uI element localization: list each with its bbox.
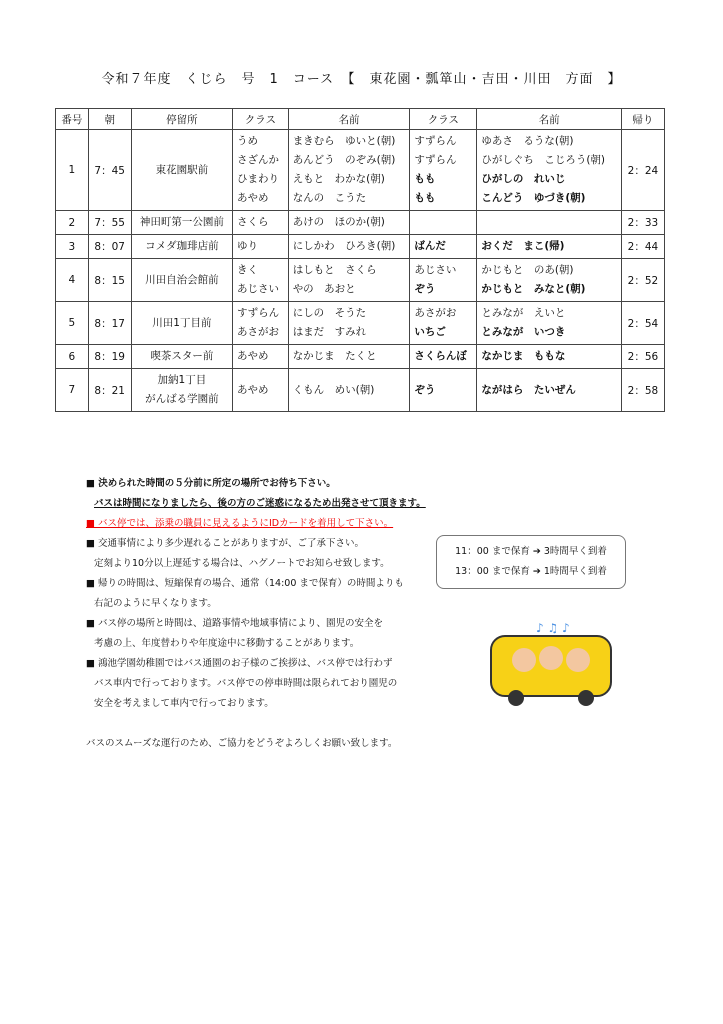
morning-time: 8：17 bbox=[88, 302, 131, 345]
row-number: 5 bbox=[56, 302, 89, 345]
morning-time: 8：19 bbox=[88, 345, 131, 369]
list-cell bbox=[410, 302, 477, 345]
list-cell bbox=[233, 259, 289, 302]
cell-line: 川田1丁目前 bbox=[152, 316, 212, 329]
cell-line bbox=[481, 213, 617, 232]
cell-line: とみなが えいと bbox=[481, 307, 566, 319]
cell-line: 神田町第一公園前 bbox=[139, 216, 224, 228]
cell-line: がんばる学園前 bbox=[145, 393, 219, 405]
cell-line: 東花園駅前 bbox=[155, 163, 209, 176]
cell-line: ぞう bbox=[414, 383, 436, 396]
row-number: 6 bbox=[56, 345, 89, 369]
list-cell bbox=[131, 211, 232, 235]
cell-line: にしの そうた bbox=[292, 307, 367, 319]
cell-line: なかじま たくと bbox=[292, 350, 377, 362]
note-line: バスは時間になりましたら、後の方のご迷惑になるため出発させて頂きます。 bbox=[94, 498, 426, 509]
column-header: 朝 bbox=[88, 109, 131, 130]
bus-schedule-table bbox=[55, 108, 665, 412]
return-time: 2：54 bbox=[621, 302, 664, 345]
note-line bbox=[86, 714, 446, 734]
cell-line: すずらん bbox=[414, 135, 457, 147]
cell-line: あじさい bbox=[414, 264, 457, 276]
morning-time: 8：21 bbox=[88, 369, 131, 412]
cell-line: うめ bbox=[237, 135, 259, 147]
table-row bbox=[56, 211, 665, 235]
list-cell bbox=[131, 369, 232, 412]
note-line: バスのスムーズな運行のため、ご協力をどうぞよろしくお願い致します。 bbox=[86, 738, 398, 749]
column-header: 帰り bbox=[621, 109, 664, 130]
cell-line: さくらんぼ bbox=[414, 350, 467, 362]
list-cell bbox=[288, 235, 410, 259]
morning-time: 8：07 bbox=[88, 235, 131, 259]
cell-line: なんの こうた bbox=[292, 192, 367, 204]
list-cell bbox=[288, 211, 410, 235]
list-cell bbox=[233, 235, 289, 259]
page-title: 令和７年度 くじら 号 1 コース 【 東花園・瓢箪山・吉田・川田 方面 】 bbox=[101, 72, 622, 87]
column-header: 番号 bbox=[56, 109, 89, 130]
cell-line bbox=[414, 213, 472, 232]
row-number: 3 bbox=[56, 235, 89, 259]
notes bbox=[86, 474, 446, 754]
cell-line: やの あおと bbox=[292, 283, 356, 295]
note-line: ■ 交通事情により多少遅れることがありますが、ご了承下さい。 bbox=[86, 538, 364, 549]
list-cell bbox=[233, 130, 289, 211]
list-cell bbox=[477, 302, 622, 345]
table-row bbox=[56, 302, 665, 345]
row-number: 1 bbox=[56, 130, 89, 211]
cell-line: あやめ bbox=[237, 192, 269, 204]
cell-line: ゆあさ るうな(朝) bbox=[481, 135, 574, 147]
list-cell bbox=[288, 369, 410, 412]
cell-line: ひまわり bbox=[237, 173, 280, 185]
table-row bbox=[56, 369, 665, 412]
cell-line: あんどう のぞみ(朝) bbox=[292, 154, 396, 166]
cell-line: はしもと さくら bbox=[292, 264, 377, 276]
svg-text:♪ ♫ ♪: ♪ ♫ ♪ bbox=[536, 621, 570, 635]
note-line: 安全を考えまして車内で行っております。 bbox=[94, 698, 274, 709]
list-cell bbox=[410, 259, 477, 302]
cell-line: かじもと のあ(朝) bbox=[481, 264, 574, 276]
cell-line: おくだ まこ(帰) bbox=[481, 240, 565, 252]
list-cell bbox=[288, 345, 410, 369]
cell-line: 川田自治会館前 bbox=[145, 273, 219, 286]
cell-line: あじさい bbox=[237, 283, 280, 295]
list-cell bbox=[131, 345, 232, 369]
list-cell bbox=[233, 211, 289, 235]
return-time: 2：58 bbox=[621, 369, 664, 412]
table-row bbox=[56, 259, 665, 302]
cell-line: もも bbox=[414, 192, 436, 204]
list-cell bbox=[131, 302, 232, 345]
bubble-line: 13：00 まで保育 ➔ 1時間早く到着 bbox=[455, 566, 607, 577]
list-cell bbox=[477, 369, 622, 412]
row-number: 4 bbox=[56, 259, 89, 302]
note-line: バス車内で行っております。バス停での停車時間は限られており園児の bbox=[94, 678, 398, 689]
note-line: 定刻より10分以上遅延する場合は、ハグノートでお知らせ致します。 bbox=[94, 558, 390, 569]
cell-line: いちご bbox=[414, 326, 446, 338]
cell-line: あさがお bbox=[237, 326, 280, 338]
return-time: 2：56 bbox=[621, 345, 664, 369]
list-cell bbox=[477, 235, 622, 259]
cell-line: とみなが いつき bbox=[481, 326, 566, 338]
cell-line: コメダ珈琲店前 bbox=[145, 240, 219, 252]
table-row bbox=[56, 130, 665, 211]
table-row bbox=[56, 345, 665, 369]
cell-line: きく bbox=[237, 264, 259, 276]
column-header: 名前 bbox=[288, 109, 410, 130]
note-line: ■ バス停の場所と時間は、道路事情や地域事情により、園児の安全を bbox=[86, 618, 383, 629]
list-cell bbox=[233, 345, 289, 369]
cell-line: なかじま ももな bbox=[481, 350, 566, 362]
column-header: クラス bbox=[410, 109, 477, 130]
list-cell bbox=[288, 302, 410, 345]
note-line: ■ 帰りの時間は、短縮保育の場合、通常（14:00 まで保育）の時間よりも bbox=[86, 578, 404, 589]
cell-line: すずらん bbox=[414, 154, 457, 166]
bubble-line: 11：00 まで保育 ➔ 3時間早く到着 bbox=[455, 546, 607, 557]
row-number: 2 bbox=[56, 211, 89, 235]
list-cell bbox=[410, 345, 477, 369]
cell-line: こんどう ゆづき(朝) bbox=[481, 192, 586, 204]
note-line: ■ 鴻池学園幼稚園ではバス通園のお子様のご挨拶は、バス停では行わず bbox=[86, 658, 393, 669]
note-line: ■ 決められた時間の５分前に所定の場所でお待ち下さい。 bbox=[86, 478, 336, 489]
return-time: 2：52 bbox=[621, 259, 664, 302]
list-cell bbox=[477, 345, 622, 369]
cell-line: もも bbox=[414, 173, 436, 185]
list-cell bbox=[477, 130, 622, 211]
note-line: ■ バス停では、添乗の職員に見えるようにIDカードを着用して下さい。 bbox=[86, 518, 394, 529]
list-cell bbox=[410, 369, 477, 412]
cell-line: あやめ bbox=[237, 350, 269, 362]
list-cell bbox=[233, 369, 289, 412]
cell-line: くもん めい(朝) bbox=[292, 383, 375, 396]
return-time: 2：44 bbox=[621, 235, 664, 259]
cell-line: ひがしぐち こじろう(朝) bbox=[481, 154, 606, 166]
list-cell bbox=[410, 211, 477, 235]
column-header: クラス bbox=[233, 109, 289, 130]
bus-illustration bbox=[486, 618, 616, 708]
cell-line: さざんか bbox=[237, 154, 280, 166]
list-cell bbox=[410, 130, 477, 211]
cell-line: ながはら たいぜん bbox=[481, 383, 576, 396]
list-cell bbox=[233, 302, 289, 345]
row-number: 7 bbox=[56, 369, 89, 412]
cell-line: あけの ほのか(朝) bbox=[292, 216, 385, 228]
early-arrival-bubble bbox=[436, 535, 626, 589]
cell-line: はまだ すみれ bbox=[292, 326, 367, 338]
list-cell bbox=[131, 235, 232, 259]
cell-line: にしかわ ひろき(朝) bbox=[292, 240, 396, 252]
column-header: 名前 bbox=[477, 109, 622, 130]
morning-time: 8：15 bbox=[88, 259, 131, 302]
table-row bbox=[56, 235, 665, 259]
cell-line: かじもと みなと(朝) bbox=[481, 283, 586, 295]
note-line: 考慮の上、年度替わりや年度途中に移動することがあります。 bbox=[94, 638, 360, 649]
cell-line: あさがお bbox=[414, 307, 457, 319]
note-line: 右記のように早くなります。 bbox=[94, 598, 217, 609]
cell-line: ばんだ bbox=[414, 240, 446, 252]
return-time: 2：33 bbox=[621, 211, 664, 235]
cell-line: さくら bbox=[237, 216, 269, 228]
cell-line: すずらん bbox=[237, 307, 280, 319]
list-cell bbox=[288, 130, 410, 211]
cell-line: ぞう bbox=[414, 283, 436, 295]
list-cell bbox=[410, 235, 477, 259]
return-time: 2：24 bbox=[621, 130, 664, 211]
cell-line: ひがしの れいじ bbox=[481, 173, 566, 185]
cell-line: ゆり bbox=[237, 240, 259, 252]
list-cell bbox=[131, 259, 232, 302]
list-cell bbox=[131, 130, 232, 211]
list-cell bbox=[288, 259, 410, 302]
list-cell bbox=[477, 211, 622, 235]
cell-line: えもと わかな(朝) bbox=[292, 173, 385, 185]
cell-line: あやめ bbox=[237, 383, 269, 396]
list-cell bbox=[477, 259, 622, 302]
morning-time: 7：45 bbox=[88, 130, 131, 211]
cell-line: 喫茶スター前 bbox=[150, 350, 214, 362]
cell-line: 加納1丁目 bbox=[157, 374, 207, 386]
cell-line: まきむら ゆいと(朝) bbox=[292, 135, 396, 147]
column-header: 停留所 bbox=[131, 109, 232, 130]
morning-time: 7：55 bbox=[88, 211, 131, 235]
